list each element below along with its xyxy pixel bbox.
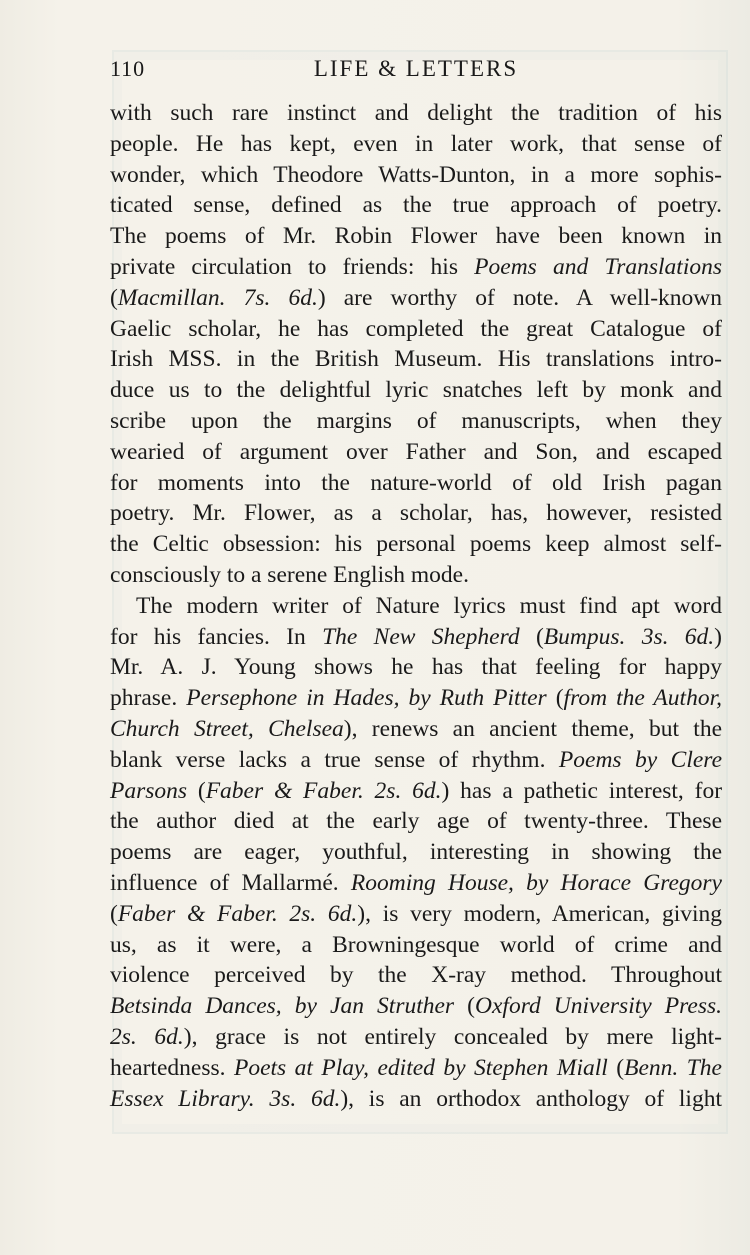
text-run: the Celtic obsession: his personal poems keep almost self- [110,531,722,558]
text-run: poems are eager, youthful, interesting in showing the [110,839,722,866]
text-line [110,745,722,776]
italic-text: Bumpus. 3s. 6d. [543,623,715,650]
text-run: us, as it were, a Browningesque world of crime and [110,931,722,958]
italic-text: Poems by Clere [558,746,723,773]
text-run: ), grace is not entirely concealed by mere light- [183,1023,722,1050]
italic-text: 2s. 6d. [110,1023,184,1050]
page-number: 110 [110,56,146,81]
text-line [110,129,722,160]
running-title: LIFE & LETTERS [313,56,519,81]
text-line [110,314,722,345]
text-line [110,806,722,837]
italic-text: Poems and Translations [474,253,722,280]
text-line [110,344,722,375]
italic-text: Faber & Faber. 2s. 6d. [205,777,442,804]
text-run: ( [110,900,118,927]
text-run: for moments into the nature-world of old Irish pagan [110,469,722,496]
text-run: private circulation to friends: his [110,253,475,280]
text-line [110,406,722,437]
text-line [110,437,722,468]
text-run: ( [546,685,564,712]
text-line [110,899,722,930]
text-run: ) are worthy of note. A well-known [317,284,722,311]
italic-text: Oxford University Press. [475,993,723,1020]
text-run: heartedness. [110,1054,234,1081]
text-run: ), is very modern, American, giving [357,900,722,927]
text-line [110,591,722,622]
text-run: ticated sense, defined as the true approach of poetry. [110,192,722,219]
italic-text: Essex Library. 3s. 6d. [110,1085,341,1112]
text-run: ( [519,623,544,650]
text-run: ( [187,777,206,804]
text-line [110,560,722,591]
text-line [110,283,722,314]
text-line [110,375,722,406]
text-run: phrase. [110,685,187,712]
text-line [110,160,722,191]
text-run: Gaelic scholar, he has completed the great Catalogue of [110,315,722,342]
text-line [110,930,722,961]
text-line [110,714,722,745]
text-run: violence perceived by the X-ray method. Throughout [110,962,722,989]
body-text [110,98,722,1114]
text-line [110,837,722,868]
text-line [110,1053,722,1084]
text-run: ( [454,993,476,1020]
text-run: ) has a pathetic interest, for [441,777,723,804]
italic-text: Betsinda Dances, by Jan Struther [110,993,455,1020]
text-line [110,776,722,807]
text-line [110,683,722,714]
text-run: consciously to a serene English mode. [110,561,469,588]
italic-text: Poets at Play, edited by Stephen Miall [233,1054,608,1081]
text-line [110,1084,722,1115]
text-run: duce us to the delightful lyric snatches left by monk and [110,377,722,404]
text-run: ), is an orthodox anthology of light [340,1085,722,1112]
text-line [110,190,722,221]
text-run: ) [714,623,722,650]
text-run: for his fancies. In [110,623,323,650]
italic-text: The New Shepherd [322,623,520,650]
text-run: wearied of argument over Father and Son, and escaped [110,438,722,465]
italic-text: from the Author, [563,685,722,712]
text-line [110,98,722,129]
italic-text: Parsons [110,777,188,804]
text-run: wonder, which Theodore Watts-Dunton, in a more sophis- [110,161,722,188]
text-line [110,468,722,499]
text-line [110,652,722,683]
text-run: ( [110,284,118,311]
italic-text: Faber & Faber. 2s. 6d. [117,900,358,927]
text-run: blank verse lacks a true sense of rhythm. [110,746,559,773]
text-line [110,498,722,529]
text-run: influence of Mallarmé. [110,869,351,896]
italic-text: Church Street, Chelsea [110,715,344,742]
text-run: ), renews an ancient theme, but the [343,715,722,742]
text-run: people. He has kept, even in later work, that sense of [110,130,722,157]
italic-text: Macmillan. 7s. 6d. [117,284,318,311]
text-line [110,868,722,899]
text-run: the author died at the early age of twenty-three. These [110,808,722,835]
text-run: with such rare instinct and delight the tradition of his [110,100,722,126]
text-line [110,622,722,653]
text-run: Irish MSS. in the British Museum. His translations intro- [110,346,722,373]
italic-text: Benn. The [624,1054,722,1081]
italic-text: Rooming House, by Horace Gregory [350,869,722,896]
text-line [110,991,722,1022]
text-line [110,960,722,991]
text-line [110,252,722,283]
text-run: The modern writer of Nature lyrics must find apt word [136,592,722,619]
text-run: scribe upon the margins of manuscripts, when they [110,407,722,434]
text-run: Mr. A. J. Young shows he has that feeling for happy [110,654,722,681]
text-line [110,221,722,252]
running-header [110,56,722,88]
text-run: The poems of Mr. Robin Flower have been known in [110,223,722,250]
text-line [110,1022,722,1053]
text-run: poetry. Mr. Flower, as a scholar, has, however, resisted [110,500,722,527]
italic-text: Persephone in Hades, by Ruth Pitter [186,685,547,712]
text-line [110,529,722,560]
text-run: ( [607,1054,625,1081]
